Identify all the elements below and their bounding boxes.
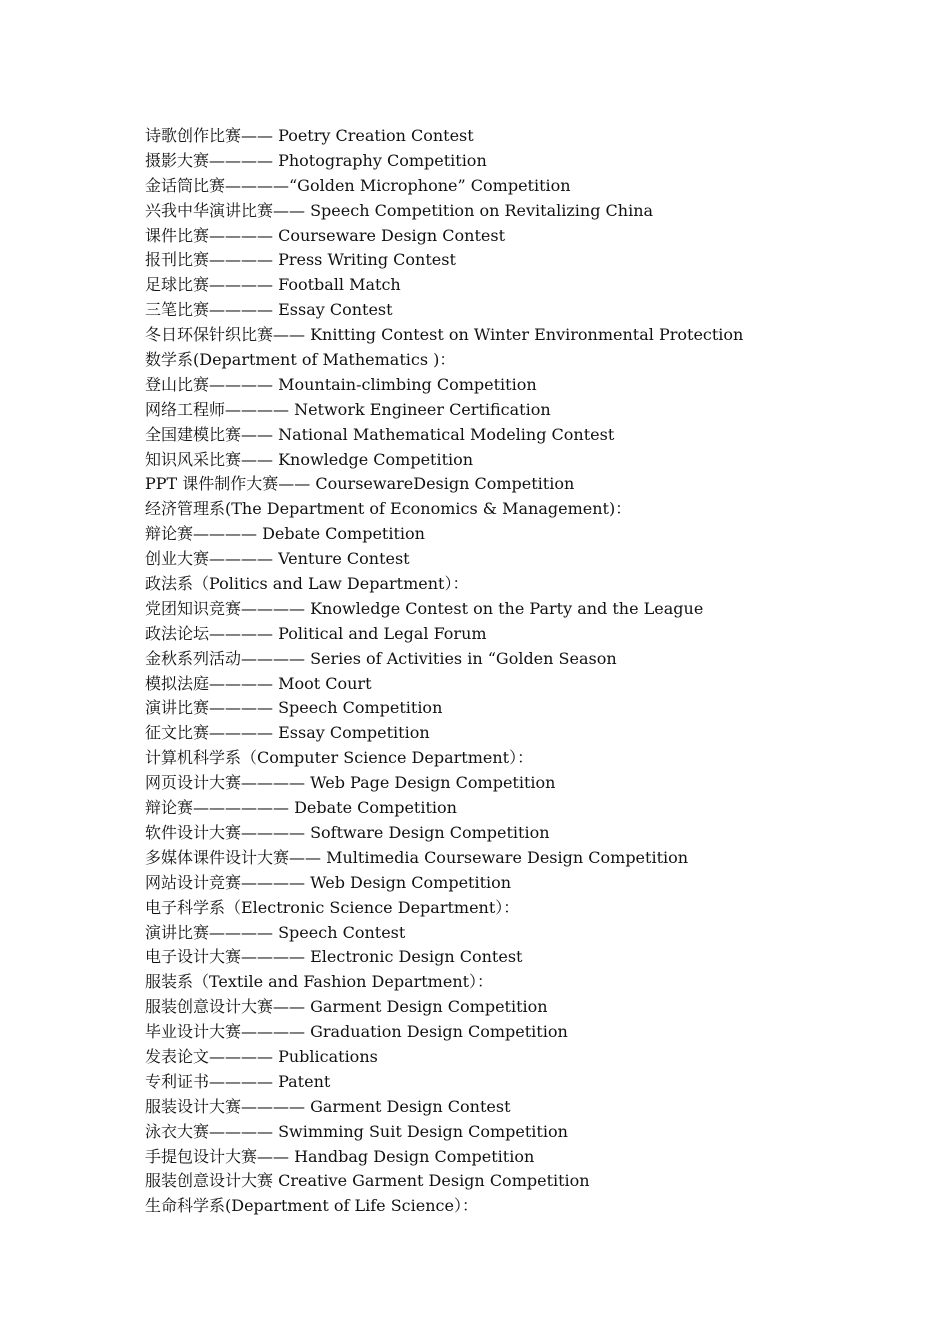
text-line: 电子设计大赛———— Electronic Design Contest bbox=[145, 947, 523, 967]
text-line: 金话筒比赛————“Golden Microphone” Competition bbox=[145, 175, 571, 195]
text-line: PPT 课件制作大赛—— CoursewareDesign Competition bbox=[145, 474, 575, 494]
text-line: 课件比赛———— Courseware Design Contest bbox=[145, 225, 506, 245]
text-line: 三笔比赛———— Essay Contest bbox=[145, 300, 393, 320]
text-line: 辩论赛———— Debate Competition bbox=[145, 524, 425, 544]
text-line: 网站设计竞赛———— Web Design Competition bbox=[145, 872, 512, 892]
competition-list bbox=[145, 124, 865, 1219]
text-line: 辩论赛—————— Debate Competition bbox=[145, 798, 457, 818]
text-line: 模拟法庭———— Moot Court bbox=[145, 673, 372, 693]
text-line: 软件设计大赛———— Software Design Competition bbox=[145, 822, 550, 842]
text-line: 泳衣大赛———— Swimming Suit Design Competition bbox=[145, 1121, 568, 1141]
text-line: 演讲比赛———— Speech Competition bbox=[145, 698, 443, 718]
section-heading: 数学系(Department of Mathematics )： bbox=[145, 350, 456, 370]
text-line: 兴我中华演讲比赛—— Speech Competition on Revitalizing China bbox=[145, 200, 654, 220]
text-line: 发表论文———— Publications bbox=[145, 1046, 378, 1066]
text-line: 报刊比赛———— Press Writing Contest bbox=[145, 250, 456, 270]
section-heading: 政法系（Politics and Law Department）： bbox=[145, 574, 469, 594]
text-line: 手提包设计大赛—— Handbag Design Competition bbox=[145, 1146, 535, 1166]
text-line: 金秋系列活动———— Series of Activities in “Golden Season bbox=[145, 648, 617, 668]
text-line: 全国建模比赛—— National Mathematical Modeling Contest bbox=[145, 424, 615, 444]
text-line: 冬日环保针织比赛—— Knitting Contest on Winter Environmental Protection bbox=[145, 325, 744, 345]
text-line: 网络工程师———— Network Engineer Certification bbox=[145, 399, 551, 419]
text-line: 知识风采比赛—— Knowledge Competition bbox=[145, 449, 474, 469]
text-line: 专利证书———— Patent bbox=[145, 1071, 331, 1091]
text-line: 毕业设计大赛———— Graduation Design Competition bbox=[145, 1022, 568, 1042]
text-line: 诗歌创作比赛—— Poetry Creation Contest bbox=[145, 126, 474, 145]
text-line: 登山比赛———— Mountain-climbing Competition bbox=[145, 374, 537, 394]
text-line: 多媒体课件设计大赛—— Multimedia Courseware Design Competition bbox=[145, 847, 689, 867]
section-heading: 生命科学系(Department of Life Science）： bbox=[145, 1196, 478, 1216]
text-line: 党团知识竞赛———— Knowledge Contest on the Party and the League bbox=[145, 598, 704, 618]
text-line: 演讲比赛———— Speech Contest bbox=[145, 922, 406, 942]
text-line: 足球比赛———— Football Match bbox=[145, 275, 401, 295]
text-line: 创业大赛———— Venture Contest bbox=[145, 549, 410, 569]
text-line: 服装设计大赛———— Garment Design Contest bbox=[145, 1096, 511, 1116]
section-heading: 经济管理系(The Department of Economics & Management)： bbox=[145, 499, 632, 519]
text-line: 摄影大赛———— Photography Competition bbox=[145, 150, 487, 170]
text-line: 征文比赛———— Essay Competition bbox=[145, 723, 430, 743]
text-line: 政法论坛———— Political and Legal Forum bbox=[145, 623, 487, 643]
text-line: 网页设计大赛———— Web Page Design Competition bbox=[145, 773, 556, 793]
text-line: 服装创意设计大赛—— Garment Design Competition bbox=[145, 997, 548, 1017]
section-heading: 电子科学系（Electronic Science Department）： bbox=[145, 897, 520, 917]
section-heading: 服装系（Textile and Fashion Department）： bbox=[145, 972, 494, 992]
text-line: 服装创意设计大赛 Creative Garment Design Competition bbox=[145, 1171, 590, 1191]
section-heading: 计算机科学系（Computer Science Department）： bbox=[145, 748, 534, 768]
